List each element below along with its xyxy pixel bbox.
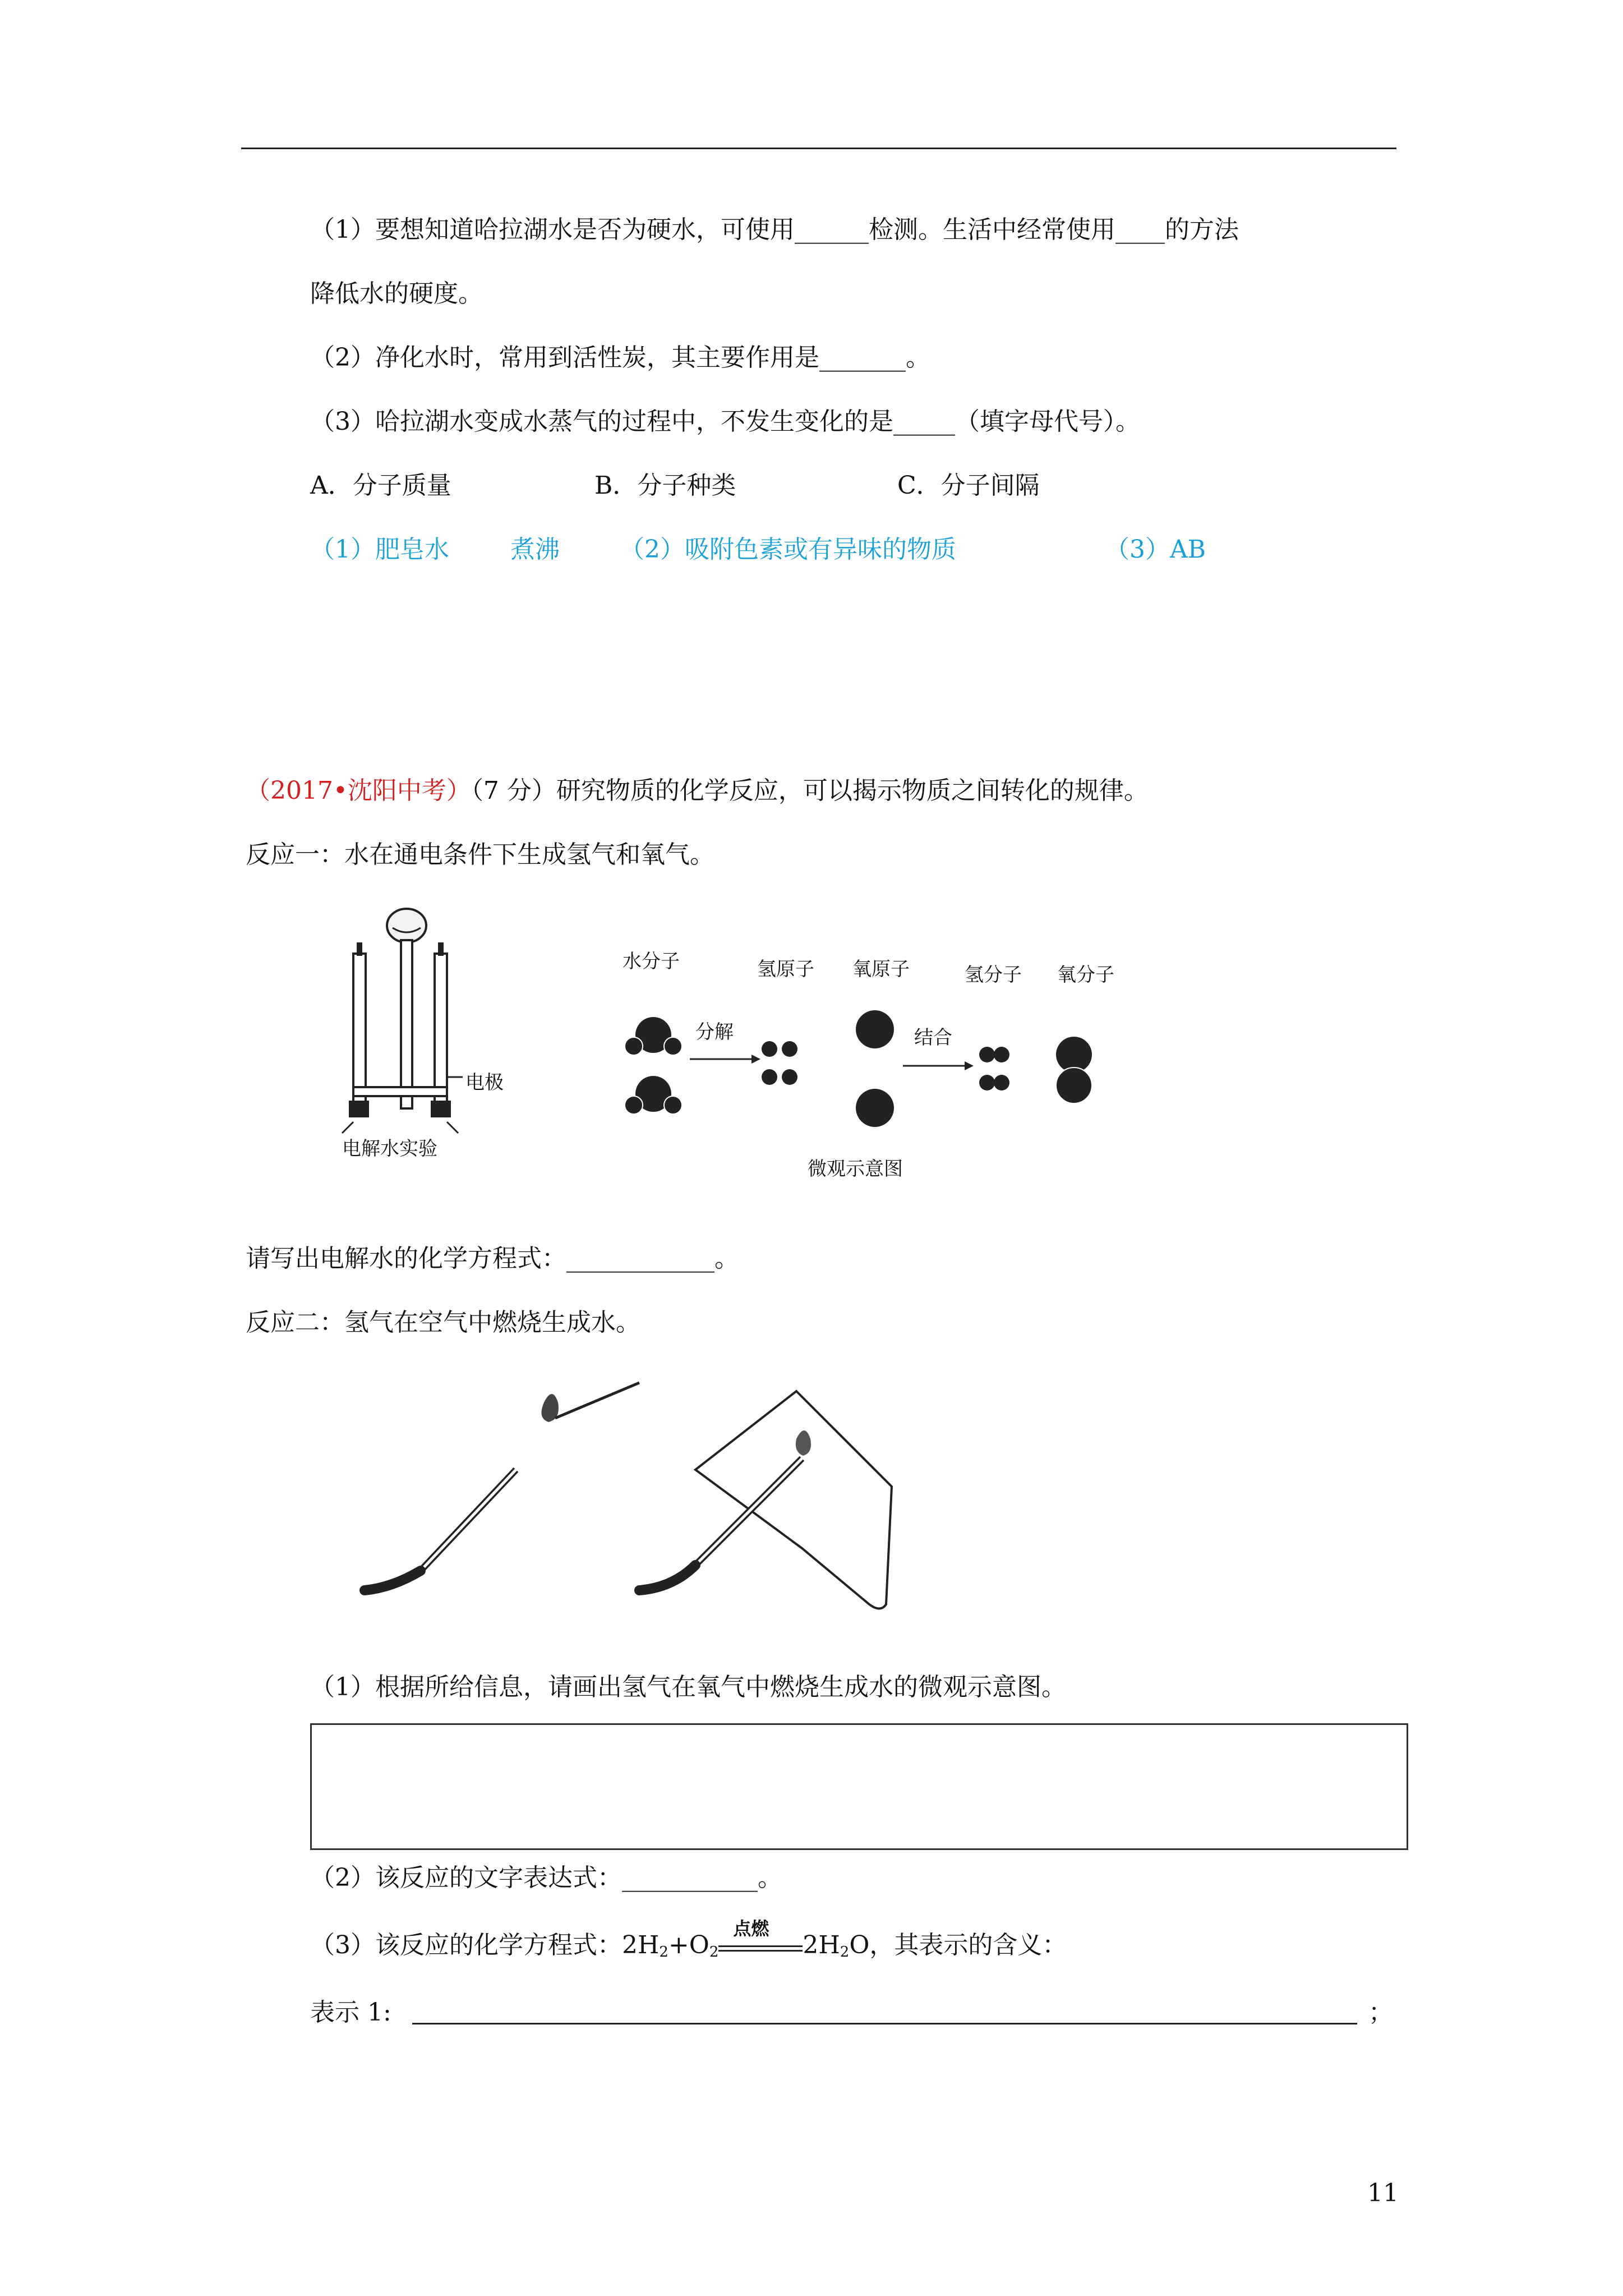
glass-plate [695,1391,892,1609]
meaning-blank-line[interactable] [412,2023,1357,2024]
eq-sub-1: 2 [659,1944,668,1961]
oxygen-atom-1 [856,1010,894,1048]
answer-2: 煮沸 [510,535,560,564]
hydrogen-molecules [979,1047,1009,1091]
eq-sub-3: 2 [840,1944,850,1961]
rubber-tube-left [365,1571,421,1590]
answer-drawing-box[interactable] [310,1723,1408,1850]
label-hydrogen-molecule: 氢分子 [965,964,1022,986]
answer-3: （2）吸附色素或有异味的物质 [620,535,956,564]
oxygen-atom-2 [856,1089,894,1127]
micro-diagram-figure [617,987,1122,1156]
hydrogen-burning-figure [359,1380,976,1616]
meaning-label: 表示 1: [310,1998,391,2027]
reaction2-text: 反应二：氢气在空气中燃烧生成水。 [246,1308,640,1337]
header-rule [241,148,1396,149]
eq-right: 2H [803,1931,840,1959]
q1-line1: （1）要想知道哈拉湖水是否为硬水，可使用______检测。生活中经常使用____的方法 [310,215,1239,244]
reaction-condition [718,1918,803,1962]
q3-text: （3）哈拉湖水变成水蒸气的过程中，不发生变化的是_____（填字母代号）。 [310,407,1140,436]
source-tag: （2017•沈阳中考） [246,776,471,805]
sub-q3-suffix: ，其表示的含义： [869,1931,1067,1959]
q2-text: （2）净化水时，常用到活性炭，其主要作用是_______。 [310,343,930,372]
hydrogen-atoms [762,1041,797,1085]
label-water-molecule: 水分子 [623,950,680,973]
sub-question-2: （2）该反应的文字表达式：___________。 [310,1864,782,1892]
label-oxygen-molecule: 氧分子 [1057,964,1114,986]
eq-o: O [849,1931,870,1959]
eq-plus-o: +O [668,1931,709,1959]
water-molecule-2 [625,1076,682,1114]
option-a: A．分子质量 [310,471,451,500]
reaction1-text: 反应一：水在通电条件下生成氢气和氧气。 [246,840,714,869]
intro-text: （7 分）研究物质的化学反应，可以揭示物质之间转化的规律。 [471,776,1149,805]
condition-label: 点燃 [733,1918,769,1939]
label-oxygen-atom: 氧原子 [852,958,910,981]
micro-caption: 微观示意图 [808,1158,903,1180]
question-header [246,774,1149,808]
rubber-tube-right [639,1565,695,1590]
option-c: C．分子间隔 [897,471,1040,500]
sub-question-3 [310,1918,1067,1969]
sub-q3-prefix: （3）该反应的化学方程式： [310,1931,622,1959]
arrow-label-decompose: 分解 [695,1021,734,1043]
q1-line2: 降低水的硬度。 [310,279,483,308]
water-molecule-1 [625,1017,682,1055]
answer-1: （1）肥皂水 [310,535,449,564]
page-number: 11 [1367,2179,1399,2207]
label-hydrogen-atom: 氢原子 [757,958,814,981]
meaning-end: ； [1368,1998,1393,2027]
sub-question-1: （1）根据所给信息，请画出氢气在氧气中燃烧生成水的微观示意图。 [310,1673,1066,1701]
oxygen-molecule [1056,1037,1092,1103]
apparatus-caption: 电解水实验 [342,1138,437,1160]
option-b: B．分子种类 [594,471,736,500]
answer-4: （3）AB [1105,535,1206,564]
hydrogen-flame-icon [796,1430,811,1456]
arrow-label-combine: 结合 [914,1027,952,1049]
eq-sub-2: 2 [709,1944,719,1961]
eq-left: 2H [622,1931,660,1959]
electrode-label: 电极 [465,1071,504,1094]
equation-question: 请写出电解水的化学方程式：____________。 [246,1244,739,1273]
